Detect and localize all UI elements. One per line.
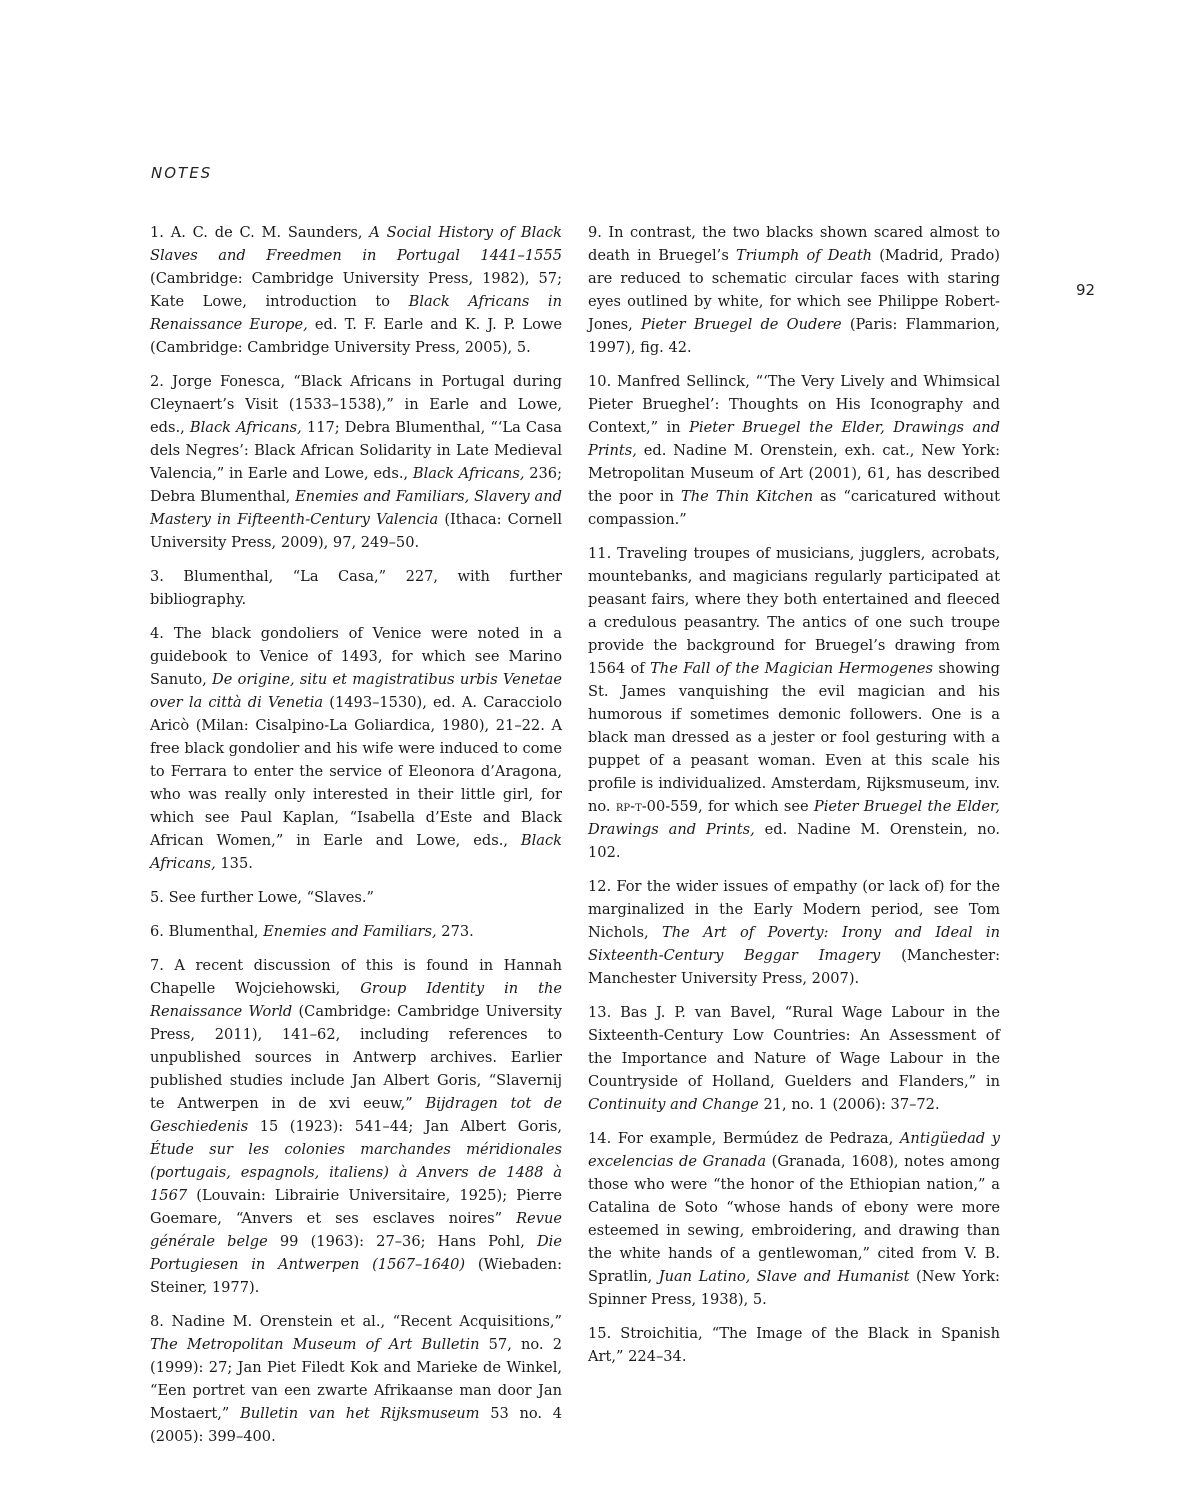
- footnote-citation-title: Antigüedad y excelencias de Granada: [588, 1130, 1000, 1170]
- footnote-text: (Louvain: Librairie Universitaire, 1925); Pierre Goemare, “Anvers et ses esclaves noires”: [150, 1187, 562, 1227]
- footnote-text: showing St. James vanquishing the evil magician and his humorous if sometimes demonic followers. One is a black man dressed as a jester or fool gesturing with a puppet of a peasant woman. Even at this scale his profile is individualized. Amsterdam, Rijksmuseum, inv. no.: [588, 660, 1000, 815]
- footnote-citation-title: Pieter Bruegel the Elder, Drawings and Prints,: [588, 798, 1000, 838]
- footnote-text: 273.: [436, 923, 474, 940]
- footnote-text: ed. Nadine M. Orenstein, exh. cat., New York: Metropolitan Museum of Art (2001), 61, has described the poor in: [588, 442, 1000, 505]
- footnote-citation-title: Black Africans,: [412, 465, 525, 482]
- footnote-citation-title: Die Portugiesen in Antwerpen (1567–1640): [150, 1233, 562, 1273]
- footnote-text: 135.: [215, 855, 253, 872]
- notes-column-right: [588, 221, 1000, 1379]
- footnote: [150, 886, 562, 909]
- footnote-text: 9. In contrast, the two blacks shown scared almost to death in Bruegel’s: [588, 224, 1000, 264]
- footnote: [588, 370, 1000, 531]
- footnote-text: (1493–1530), ed. A. Caracciolo Aricò (Milan: Cisalpino-La Goliardica, 1980), 21–22. A free black gondolier and his wife were induced to come to Ferrara to enter the service of Eleonora d’Aragona, who was really only interested in their little girl, for which see Paul Kaplan, “Isabella d’Este and Black African Women,” in Earle and Lowe, eds.,: [150, 694, 562, 849]
- footnote: [588, 1322, 1000, 1368]
- section-heading: NOTES: [151, 164, 213, 182]
- footnote-text: (Granada, 1608), notes among those who were “the honor of the Ethiopian nation,” a Catalina de Soto “whose hands of ebony were more esteemed in sewing, embroidering, and drawing than the white hands of a gentlewoman,” cited from V. B. Spratlin,: [588, 1153, 1000, 1285]
- footnote-text: ed. T. F. Earle and K. J. P. Lowe (Cambridge: Cambridge University Press, 2005), 5.: [150, 316, 562, 356]
- footnote-text: 5. See further Lowe, “Slaves.”: [150, 889, 374, 906]
- footnote-text: 7. A recent discussion of this is found in Hannah Chapelle Wojciehowski,: [150, 957, 562, 997]
- footnote: [150, 221, 562, 359]
- footnote-citation-title: The Fall of the Magician Hermogenes: [650, 660, 934, 677]
- footnote-citation-title: Black Africans,: [189, 419, 302, 436]
- footnote-text: 11. Traveling troupes of musicians, jugglers, acrobats, mountebanks, and magicians regularly participated at peasant fairs, where they both entertained and fleeced a credulous peasantry. The antics of one such troupe provide the background for Bruegel’s drawing from 1564 of: [588, 545, 1000, 677]
- footnote: [150, 370, 562, 554]
- footnote: [588, 1127, 1000, 1311]
- footnote-citation-title: Continuity and Change: [588, 1096, 759, 1113]
- footnote-citation-title: Revue générale belge: [150, 1210, 562, 1250]
- footnote-text: (New York: Spinner Press, 1938), 5.: [588, 1268, 1000, 1308]
- footnote-text: 15. Stroichitia, “The Image of the Black in Spanish Art,” 224–34.: [588, 1325, 1000, 1365]
- footnote-text: 13. Bas J. P. van Bavel, “Rural Wage Labour in the Sixteenth-Century Low Countries: An Assessment of the Importance and Nature of Wage Labour in the Countryside of Holland, Guelders and Flanders,” in: [588, 1004, 1000, 1090]
- footnote-citation-title: Black Africans,: [150, 832, 562, 872]
- footnote-text: 99 (1963): 27–36; Hans Pohl,: [267, 1233, 537, 1250]
- footnote-text: (Madrid, Prado) are reduced to schematic circular faces with staring eyes outlined by white, for which see Philippe Robert-Jones,: [588, 247, 1001, 333]
- footnote: [150, 954, 562, 1299]
- footnote-text: 8. Nadine M. Orenstein et al., “Recent Acquisitions,”: [150, 1313, 562, 1330]
- footnote-citation-title: Enemies and Familiars,: [263, 923, 437, 940]
- footnote-text: 10. Manfred Sellinck, “‘The Very Lively and Whimsical Pieter Brueghel’: Thoughts on His Iconography and Context,” in: [588, 373, 1000, 436]
- footnote-citation-title: De origine, situ et magistratibus urbis Venetae over la città di Venetia: [150, 671, 562, 711]
- footnote-text: 1. A. C. de C. M. Saunders,: [150, 224, 370, 241]
- notes-column-left: [150, 221, 562, 1459]
- footnote-citation-title: The Thin Kitchen: [681, 488, 814, 505]
- footnote: [150, 1310, 562, 1448]
- footnote-citation-title: Enemies and Familiars, Slavery and Mastery in Fifteenth-Century Valencia: [150, 488, 562, 528]
- footnote-text: 117; Debra Blumenthal, “‘La Casa dels Negres’: Black African Solidarity in Late Medieval Valencia,” in Earle and Lowe, eds.,: [150, 419, 562, 482]
- footnote-citation-title: Pieter Bruegel de Oudere: [641, 316, 842, 333]
- footnote-text: (Cambridge: Cambridge University Press, 1982), 57; Kate Lowe, introduction to: [150, 270, 562, 310]
- footnote: [150, 920, 562, 943]
- footnote-text: 2. Jorge Fonesca, “Black Africans in Portugal during Cleynaert’s Visit (1533–1538),” in Earle and Lowe, eds.,: [150, 373, 562, 436]
- footnote-text: 21, no. 1 (2006): 37–72.: [758, 1096, 940, 1113]
- footnote-text: 4. The black gondoliers of Venice were noted in a guidebook to Venice of 1493, for which see Marino Sanuto,: [150, 625, 562, 688]
- footnote: [150, 622, 562, 875]
- footnote-text: 53 no. 4 (2005): 399–400.: [150, 1405, 563, 1445]
- footnote-text: 15 (1923): 541–44; Jan Albert Goris,: [248, 1118, 562, 1135]
- footnote-text: (Manchester: Manchester University Press, 2007).: [588, 947, 1000, 987]
- footnote-text: ed. Nadine M. Orenstein, no. 102.: [588, 821, 1001, 861]
- footnote-citation-title: Black Africans in Renaissance Europe,: [150, 293, 562, 333]
- footnote: [150, 565, 562, 611]
- footnote-citation-title: Juan Latino, Slave and Humanist: [658, 1268, 910, 1285]
- page-number: 92: [1076, 281, 1096, 299]
- footnote-text: (Wiebaden: Steiner, 1977).: [150, 1256, 562, 1296]
- footnote-citation-title: The Metropolitan Museum of Art Bulletin: [150, 1336, 480, 1353]
- footnote-text: 3. Blumenthal, “La Casa,” 227, with further bibliography.: [150, 568, 562, 608]
- footnote: [588, 1001, 1000, 1116]
- footnote: [588, 875, 1000, 990]
- footnote-citation-title: Pieter Bruegel the Elder, Drawings and Prints,: [588, 419, 1000, 459]
- footnote-text: 57, no. 2 (1999): 27; Jan Piet Filedt Kok and Marieke de Winkel, “Een portret van een zwarte Afrikaanse man door Jan Mostaert,”: [150, 1336, 562, 1422]
- footnote-text: 14. For example, Bermúdez de Pedraza,: [588, 1130, 900, 1147]
- footnote-citation-title: A Social History of Black Slaves and Freedmen in Portugal 1441–1555: [150, 224, 562, 264]
- footnote-text: (Paris: Flammarion, 1997), fig. 42.: [588, 316, 1000, 356]
- footnote-text: (Ithaca: Cornell University Press, 2009), 97, 249–50.: [150, 511, 562, 551]
- footnote-text: 6. Blumenthal,: [150, 923, 264, 940]
- footnote-text: as “caricatured without compassion.”: [588, 488, 1000, 528]
- footnote-citation-title: The Art of Poverty: Irony and Ideal in Sixteenth-Century Beggar Imagery: [588, 924, 1000, 964]
- footnote-citation-title: Étude sur les colonies marchandes méridionales (portugais, espagnols, italiens) à Anvers de 1488 à 1567: [150, 1141, 562, 1204]
- footnote-citation-title: Bulletin van het Rijksmuseum: [240, 1405, 480, 1422]
- footnote-text: (Cambridge: Cambridge University Press, 2011), 141–62, including references to unpublished sources in Antwerp archives. Earlier published studies include Jan Albert Goris, “Slavernij te Antwerpen in de xvi eeuw,”: [150, 1003, 562, 1112]
- footnote-inventory-number: rp-t-00-559: [615, 798, 699, 815]
- footnote: [588, 542, 1000, 864]
- footnote-citation-title: Group Identity in the Renaissance World: [150, 980, 562, 1020]
- footnote-text: 12. For the wider issues of empathy (or lack of) for the marginalized in the Early Modern period, see Tom Nichols,: [588, 878, 1000, 941]
- footnote-citation-title: Triumph of Death: [735, 247, 873, 264]
- footnote: [588, 221, 1000, 359]
- footnote-text: 236; Debra Blumenthal,: [150, 465, 562, 505]
- footnote-text: , for which see: [698, 798, 814, 815]
- footnote-citation-title: Bijdragen tot de Geschiedenis: [150, 1095, 562, 1135]
